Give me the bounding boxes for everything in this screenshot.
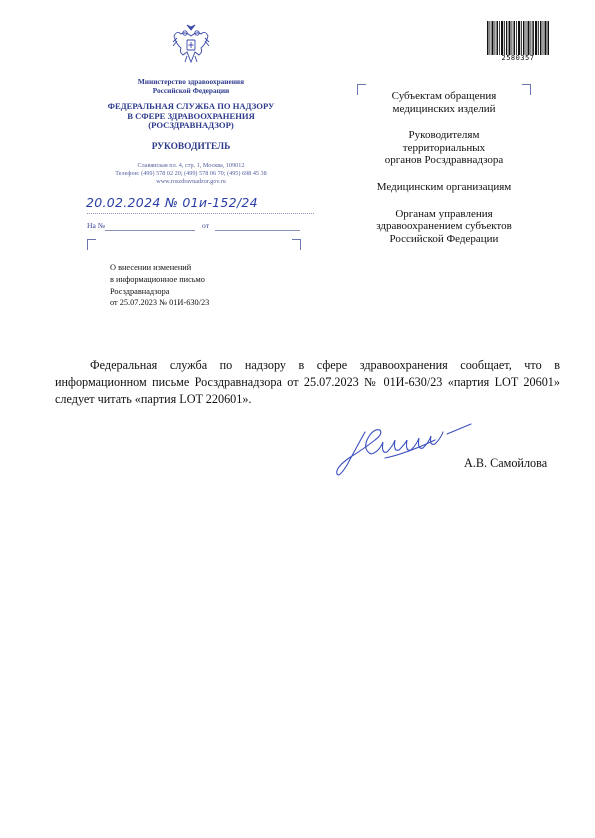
contact-address: Славянская пл. 4, стр. 1, Москва, 109012 Телефон: (499) 578 02 20; (499) 578 06 70; (495) 698 45 38 www.roszdravnadzor.gov.ru [115, 161, 267, 185]
recipient: Руководителям территориальных органов Росздравнадзора [384, 129, 504, 167]
barcode-number: 2580357 [501, 54, 535, 62]
subject-corner-right [292, 239, 301, 250]
letterhead [80, 78, 302, 186]
recipient: Медицинским организациям [376, 180, 512, 193]
signer-name: А.В. Самойлова [464, 456, 548, 470]
ministry-name: Министерство здравоохранения Российской Федерации [137, 77, 245, 95]
head-title: РУКОВОДИТЕЛЬ [151, 141, 231, 152]
letter-subject: О внесении изменений в информационное письмо Росздравнадзора от 25.07.2023 № 01И-630/23 [110, 263, 210, 308]
service-name: ФЕДЕРАЛЬНАЯ СЛУЖБА ПО НАДЗОРУ В СФЕРЕ ЗДРАВООХРАНЕНИЯ (РОСЗДРАВНАДЗОР) [107, 101, 275, 131]
subject-corner-left [87, 239, 96, 250]
registration-number-handwritten: 20.02.2024 № 01и-152/24 [86, 195, 258, 210]
handwritten-signature [325, 410, 485, 485]
recipients-block [356, 90, 532, 259]
recipient: Органам управления здравоохранением субъектов Российской Федерации [376, 207, 512, 245]
reference-label: На № [87, 221, 105, 230]
reference-date-label: от [202, 221, 210, 230]
coat-of-arms-emblem [171, 22, 211, 68]
reference-number-rule [105, 230, 195, 231]
barcode [487, 21, 549, 55]
reference-date-rule [215, 230, 300, 231]
recipient: Субъектам обращения медицинских изделий [391, 90, 497, 115]
letter-body: Федеральная служба по надзору в сфере здравоохранения сообщает, что в информационном письме Росздравнадзора от 25.07.2023 № 01И-630/23 «партия LOT 20601» следует читать «партия LOT 220601». [55, 358, 560, 407]
registration-underline [87, 213, 314, 214]
